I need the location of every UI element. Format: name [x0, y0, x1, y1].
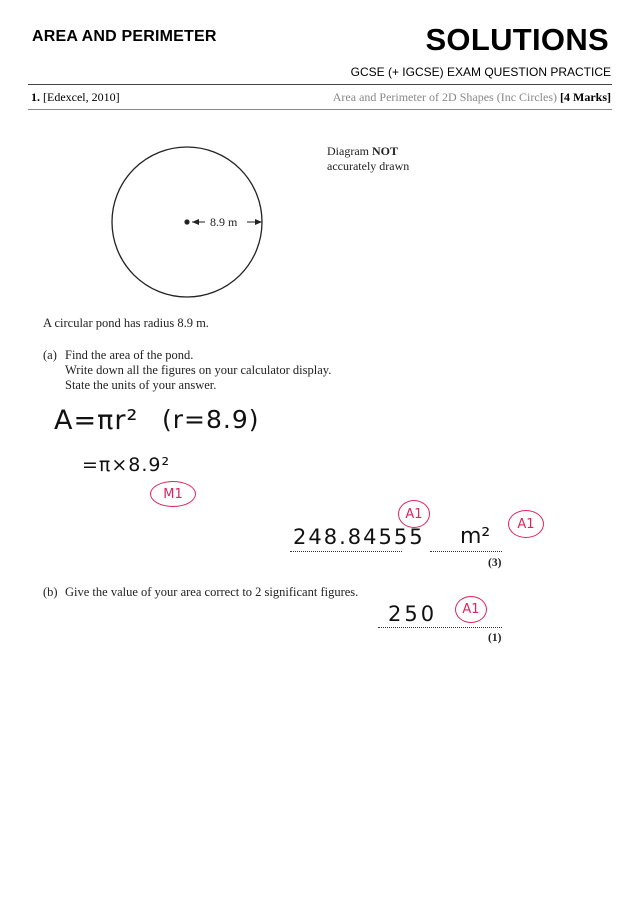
- diagram-note-prefix: Diagram: [327, 144, 369, 158]
- working-formula: A=πr²: [54, 405, 139, 436]
- part-a-line: Write down all the figures on your calculator display.: [65, 363, 332, 377]
- diagram-note-bold: NOT: [371, 144, 398, 158]
- circle-centre-point: [184, 219, 189, 224]
- part-a-instructions: [65, 348, 331, 393]
- working-substitution: =π×8.9²: [82, 454, 171, 476]
- radius-arrow-right-icon: [255, 219, 262, 225]
- part-b-mark-badge: A1: [455, 596, 487, 623]
- question-marks: [4 Marks]: [560, 90, 611, 104]
- question-number: 1.: [31, 90, 40, 104]
- part-b-marker: (b): [43, 585, 58, 599]
- diagram-note: [327, 144, 409, 174]
- part-a-marks: (3): [488, 557, 502, 569]
- working-radius: (r=8.9): [162, 405, 260, 434]
- method-mark-badge: M1: [150, 481, 196, 507]
- worksheet-subtitle: GCSE (+ IGCSE) EXAM QUESTION PRACTICE: [350, 65, 611, 79]
- radius-arrow-left-icon: [192, 219, 199, 225]
- part-a-answer: 248.84555: [293, 525, 425, 549]
- question-topic: Area and Perimeter of 2D Shapes (Inc Circles): [332, 90, 557, 104]
- part-b-answer: 250: [388, 602, 438, 626]
- solutions-heading: SOLUTIONS: [425, 22, 609, 57]
- part-a-unit-line: [430, 551, 502, 552]
- radius-label: 8.9 m: [210, 215, 238, 229]
- part-b-marks: (1): [488, 632, 502, 644]
- part-b-instruction: Give the value of your area correct to 2 significant figures.: [65, 585, 359, 599]
- question-source: [Edexcel, 2010]: [43, 90, 120, 104]
- question-stem: A circular pond has radius 8.9 m.: [43, 316, 209, 330]
- answer-mark-badge: A1: [398, 500, 430, 528]
- worksheet-title: AREA AND PERIMETER: [32, 28, 217, 45]
- part-a-marker: (a): [43, 348, 57, 362]
- diagram-note-line2: accurately drawn: [327, 159, 410, 173]
- part-a-unit: m²: [460, 524, 491, 549]
- part-b-answer-line: [378, 627, 502, 628]
- unit-mark-badge: A1: [508, 510, 544, 538]
- part-a-answer-line: [290, 551, 402, 552]
- part-a-line: State the units of your answer.: [65, 378, 217, 392]
- part-a-line: Find the area of the pond.: [65, 348, 194, 362]
